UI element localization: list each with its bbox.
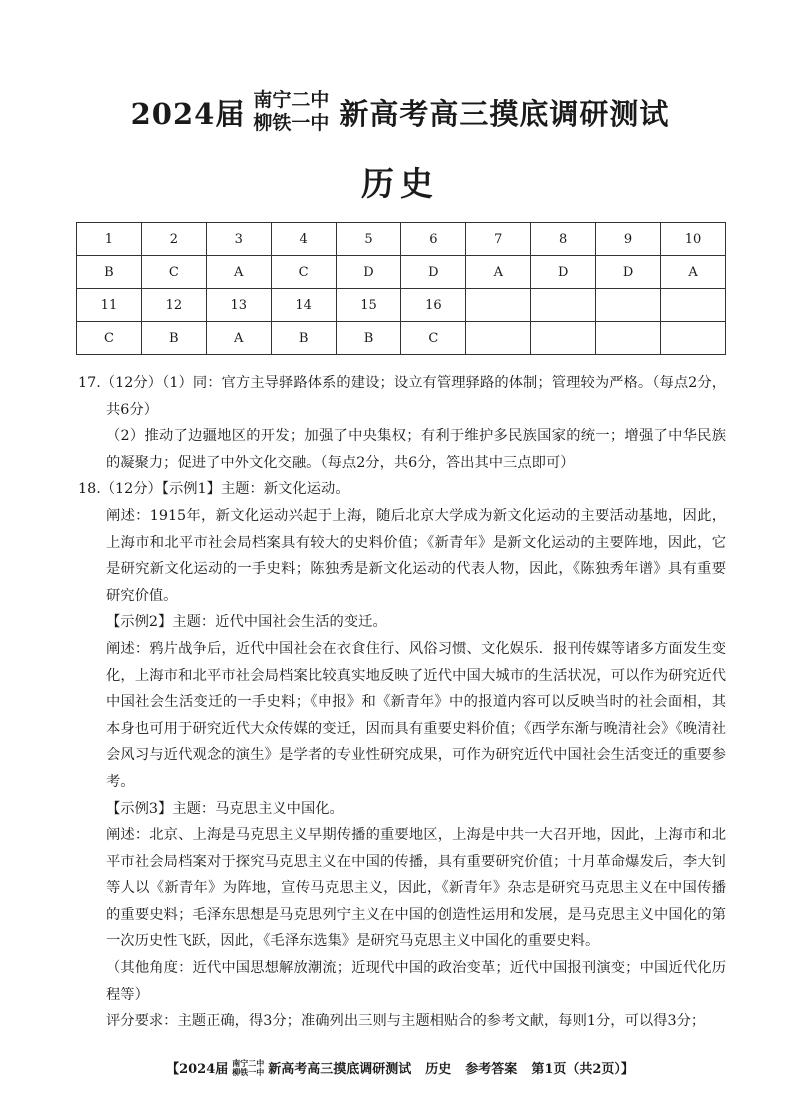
- q18-heading: 18.（12分）【示例1】主题：新文化运动。: [78, 481, 350, 498]
- table-cell: 8: [531, 223, 596, 256]
- table-cell: D: [336, 256, 401, 289]
- table-cell: [531, 289, 596, 322]
- footer-page: 第1页（共2页）】: [531, 1062, 634, 1077]
- table-cell: A: [206, 322, 271, 355]
- exam-title: [0, 82, 800, 142]
- table-cell: [466, 289, 531, 322]
- table-cell: C: [271, 256, 336, 289]
- subject-title: 历史: [361, 164, 439, 203]
- table-cell: 7: [466, 223, 531, 256]
- table-cell: A: [206, 256, 271, 289]
- school-names: [253, 89, 329, 135]
- table-row: [77, 256, 726, 289]
- table-row: [77, 322, 726, 355]
- q18-scoring: 评分要求：主题正确，得3分；准确列出三则与主题相贴合的参考文献，每则1分，可以得3分；: [106, 1013, 706, 1030]
- table-cell: 9: [596, 223, 661, 256]
- table-cell: 13: [206, 289, 271, 322]
- table-cell: A: [661, 256, 726, 289]
- q18-example2-heading: 【示例2】主题：近代中国社会生活的变迁。: [106, 614, 387, 631]
- q18-example2-text: 阐述：鸦片战争后，近代中国社会在衣食住行、风俗习惯、文化娱乐．报刊传媒等诸多方面发生变化，上海市和北平市社会局档案比较真实地反映了近代中国大城市的生活状况，可以作为研究近代中国社会生活变迁的一手史料；《申报》和《新青年》中的报道内容可以反映当时的社会面相，其本身也可用于研究近代大众传媒的变迁，因而具有重要史料价值；《西学东渐与晚清社会》《晚清社会风习与近代观念的演生》是学者的专业性研究成果，可作为研究近代中国社会生活变迁的重要参考。: [106, 640, 726, 790]
- table-cell: C: [401, 322, 466, 355]
- table-cell: 10: [661, 223, 726, 256]
- exam-year: 2024届: [130, 96, 246, 131]
- table-cell: [531, 322, 596, 355]
- table-cell: [596, 322, 661, 355]
- table-cell: 15: [336, 289, 401, 322]
- table-cell: B: [141, 322, 206, 355]
- footer-subject: 历史: [425, 1062, 452, 1077]
- table-row: [77, 289, 726, 322]
- q17-part2: （2）推动了边疆地区的开发；加强了中央集权；有利于维护多民族国家的统一；增强了中华民族的凝聚力；促进了中外文化交融。（每点2分，共6分，答出其中三点即可）: [106, 428, 726, 471]
- table-cell: 4: [271, 223, 336, 256]
- footer-school-1: 南宁二中: [232, 1057, 265, 1068]
- table-cell: [661, 289, 726, 322]
- table-cell: C: [77, 322, 142, 355]
- footer-school-2: 柳铁一中: [232, 1066, 265, 1077]
- footer-open: 【2024届: [166, 1062, 229, 1077]
- footer-kind: 参考答案: [465, 1062, 518, 1077]
- table-cell: 16: [401, 289, 466, 322]
- table-cell: B: [271, 322, 336, 355]
- footer-schools: [232, 1059, 264, 1077]
- answer-content: [78, 370, 726, 1035]
- school-name-1: 南宁二中: [253, 89, 330, 111]
- footer-exam: 新高考高三摸底调研测试: [268, 1062, 412, 1077]
- table-cell: [466, 322, 531, 355]
- table-cell: 14: [271, 289, 336, 322]
- table-cell: 6: [401, 223, 466, 256]
- exam-name: 新高考高三摸底调研测试: [339, 96, 670, 131]
- answer-table: [76, 222, 726, 355]
- table-cell: D: [401, 256, 466, 289]
- table-cell: C: [141, 256, 206, 289]
- table-cell: A: [466, 256, 531, 289]
- table-cell: [661, 322, 726, 355]
- table-cell: B: [77, 256, 142, 289]
- table-cell: 11: [77, 289, 142, 322]
- table-cell: [596, 289, 661, 322]
- q18-other-angles: （其他角度：近代中国思想解放潮流；近现代中国的政治变革；近代中国报刊演变；中国近代化历程等）: [106, 960, 726, 1003]
- table-cell: B: [336, 322, 401, 355]
- table-cell: 12: [141, 289, 206, 322]
- q17-part1: 17.（12分）（1）同：官方主导驿路体系的建设；设立有管理驿路的体制；管理较为严格。（每点2分，共6分）: [78, 375, 726, 418]
- table-row: [77, 223, 726, 256]
- table-cell: 5: [336, 223, 401, 256]
- q18-example1-text: 阐述：1915年，新文化运动兴起于上海，随后北京大学成为新文化运动的主要活动基地，因此，上海市和北平市社会局档案具有较大的史料价值；《新青年》是新文化运动的主要阵地，因此，它是研究新文化运动的一手史料；陈独秀是新文化运动的代表人物，因此，《陈独秀年谱》具有重要研究价值。: [106, 507, 726, 604]
- table-cell: 3: [206, 223, 271, 256]
- table-cell: 2: [141, 223, 206, 256]
- page-footer: [0, 1058, 800, 1077]
- table-cell: 1: [77, 223, 142, 256]
- table-cell: D: [531, 256, 596, 289]
- q18-example3-heading: 【示例3】主题：马克思主义中国化。: [106, 800, 344, 817]
- q18-example3-text: 阐述：北京、上海是马克思主义早期传播的重要地区，上海是中共一大召开地，因此，上海市和北平市社会局档案对于探究马克思主义在中国的传播，具有重要研究价值；十月革命爆发后，李大钊等人以《新青年》为阵地，宣传马克思主义，因此，《新青年》杂志是研究马克思主义在中国传播的重要史料；毛泽东思想是马克思列宁主义在中国的创造性运用和发展，是马克思主义中国化的第一次历史性飞跃，因此，《毛泽东选集》是研究马克思主义中国化的重要史料。: [106, 827, 726, 950]
- table-cell: D: [596, 256, 661, 289]
- school-name-2: 柳铁一中: [253, 112, 330, 134]
